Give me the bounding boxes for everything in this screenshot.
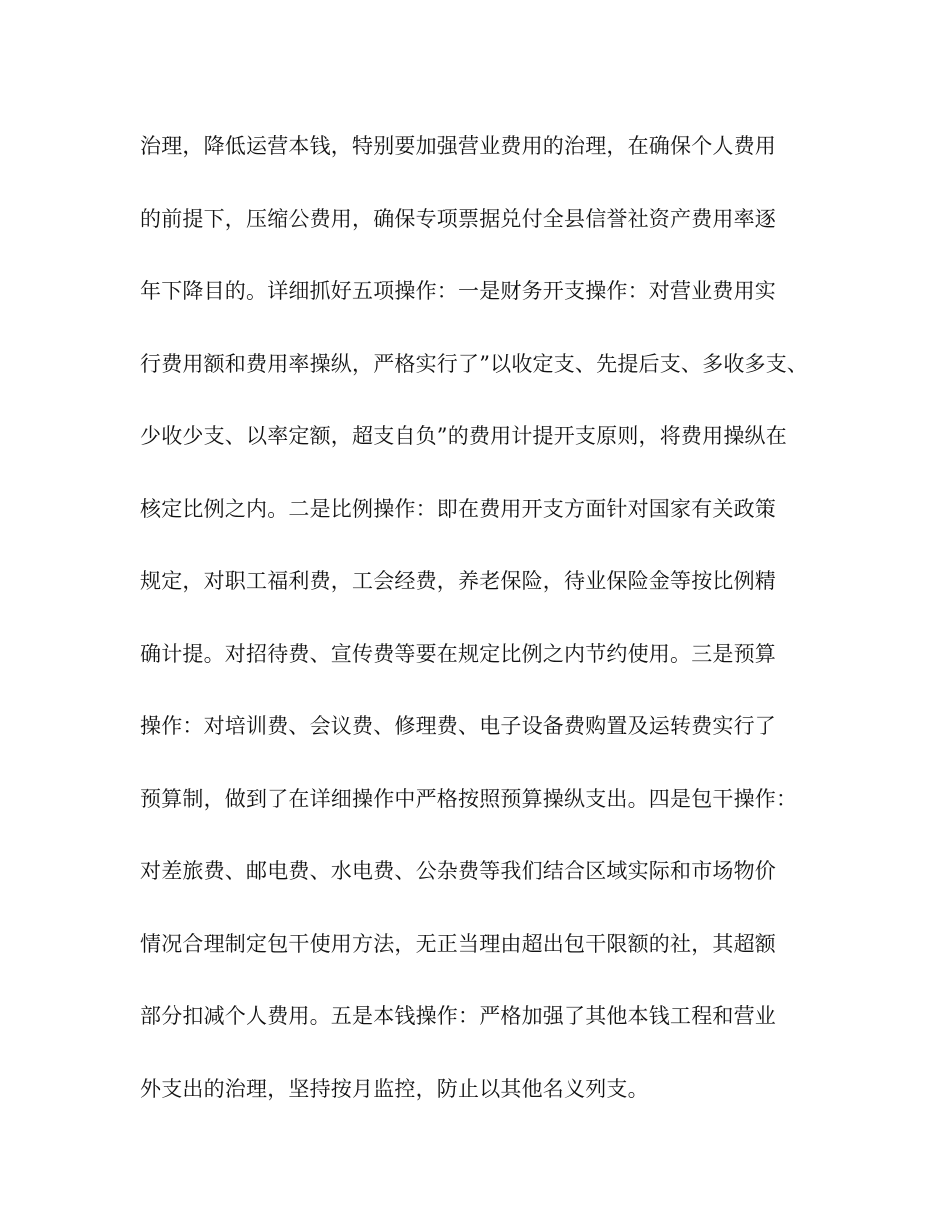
- text-line: 的前提下，压缩公费用，确保专项票据兑付全县信誉社资产费用率逐: [140, 206, 776, 231]
- text-line: 操作：对培训费、会议费、修理费、电子设备费购置及运转费实行了: [140, 714, 776, 738]
- text-line: 情况合理制定包干使用方法，无正当理由超出包干限额的社，其超额: [140, 931, 776, 956]
- text-line: 年下降目的。详细抓好五项操作：一是财务开支操作：对营业费用实: [140, 279, 776, 303]
- text-line: 核定比例之内。二是比例操作：即在费用开支方面针对国家有关政策: [140, 496, 776, 521]
- text-line: 外支出的治理，坚持按月监控，防止以其他名义列支。: [140, 1076, 649, 1101]
- text-line: 规定，对职工福利费，工会经费，养老保险，待业保险金等按比例精: [140, 569, 776, 593]
- text-line: 治理，降低运营本钱，特别要加强营业费用的治理，在确保个人费用: [140, 134, 776, 158]
- text-line: 少收少支、以率定额，超支自负”的费用计提开支原则，将费用操纵在: [140, 424, 787, 448]
- text-line: 部分扣减个人费用。五是本钱操作：严格加强了其他本钱工程和营业: [140, 1004, 776, 1028]
- text-line: 对差旅费、邮电费、水电费、公杂费等我们结合区域实际和市场物价: [140, 859, 776, 883]
- text-line: 确计提。对招待费、宣传费等要在规定比例之内节约使用。三是预算: [140, 641, 776, 666]
- text-line: 行费用额和费用率操纵，严格实行了”以收定支、先提后支、多收多支、: [140, 351, 809, 376]
- body-paragraph: [140, 122, 840, 1137]
- text-line: 预算制，做到了在详细操作中严格按照预算操纵支出。四是包干操作：: [140, 786, 798, 811]
